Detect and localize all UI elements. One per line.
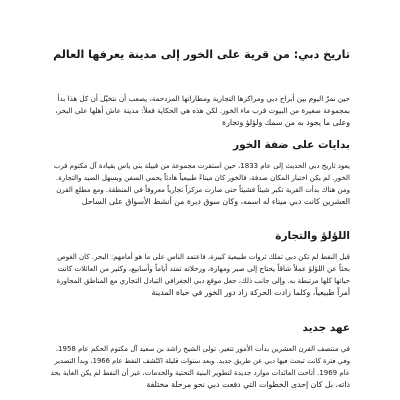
section-heading: اللؤلؤ والتجارة bbox=[275, 230, 350, 242]
section-heading: عهد جديد bbox=[302, 322, 350, 334]
paragraph-line: عام 1969. أتاحت العائدات موارد جديدة لتطوير البنية التحتية والخدمات، غير أن النفط لم يكن الغاية بحد bbox=[50, 369, 350, 377]
section-heading: بدايات على ضفة الخور bbox=[233, 139, 350, 151]
paragraph-line: حياتها كلها مرتبطة به. وإلى جانب ذلك، جعل موقع دبي الجغرافي التبادل التجاري مع المناطق المجاورة bbox=[56, 277, 350, 285]
paragraph-line: أمراً طبيعياً، وكلما زادت الحركة زاد دور الخور في حياة المدينة bbox=[151, 288, 350, 297]
paragraph-line: العشرين كانت دبي ميناء له اسمه، وكان سوق ديرة من أنشط الأسواق على الساحل bbox=[81, 197, 350, 206]
paragraph-line: يعود تاريخ دبي الحديث إلى عام 1833، حين استقرت مجموعة من قبيلة بني ياس بقيادة آل مكتوم قرب bbox=[53, 162, 350, 170]
paragraph-line: ذاته، بل كان إحدى الخطوات التي دفعت دبي نحو مرحلة مختلفة bbox=[146, 380, 350, 389]
page-title: تاريخ دبي: من قرية على الخور إلى مدينة يعرفها العالم bbox=[53, 48, 350, 61]
intro-line: حين نمرّ اليوم بين أبراج دبي ومراكزها التجارية ومطاراتها المزدحمة، يصعب أن نتخيّل أن كل هذا بدأ bbox=[57, 94, 350, 103]
intro-line: بمجموعة صغيرة من البيوت قرب ماء الخور. لكن هذه هي الحكاية فعلاً: مدينة عاش أهلها على البحر، bbox=[55, 106, 350, 115]
paragraph-line: بحثاً عن اللؤلؤ عملاً شاقاً يحتاج إلى صبر ومهارة، ورحلاته تمتد أياماً وأسابيع، وكثير من العائلات كانت bbox=[57, 264, 350, 273]
paragraph-line: ومن هناك بدأت القرية تكبر شيئاً فشيئاً حتى صارت مركزاً تجارياً معروفاً في المنطقة. ومع مطلع القرن bbox=[56, 186, 350, 194]
paragraph-line: وفي فترة كانت تبحث فيها دبي عن طريق جديد. وبعد سنوات قليلة اكتُشف النفط عام 1966، وبدأ التصدير bbox=[54, 357, 350, 365]
paragraph-line: في منتصف القرن العشرين بدأت الأمور تتغير. تولى الشيخ راشد بن سعيد آل مكتوم الحكم عام 1958، bbox=[55, 345, 350, 353]
intro-line: وعلى ما يجود به من سمك ولؤلؤ وتجارة bbox=[222, 118, 350, 127]
paragraph-line: الخور. لم يكن اختيار المكان صدفة، فالخور كان ميناءً طبيعياً هادئاً يحمي السفن ويسهل الصيد والتجارة. bbox=[55, 174, 350, 182]
paragraph-line: قبل النفط لم تكن دبي تملك ثروات طبيعية كبيرة، فاعتمد الناس على ما هو أمامهم: البحر. كان الغوص bbox=[57, 253, 350, 261]
